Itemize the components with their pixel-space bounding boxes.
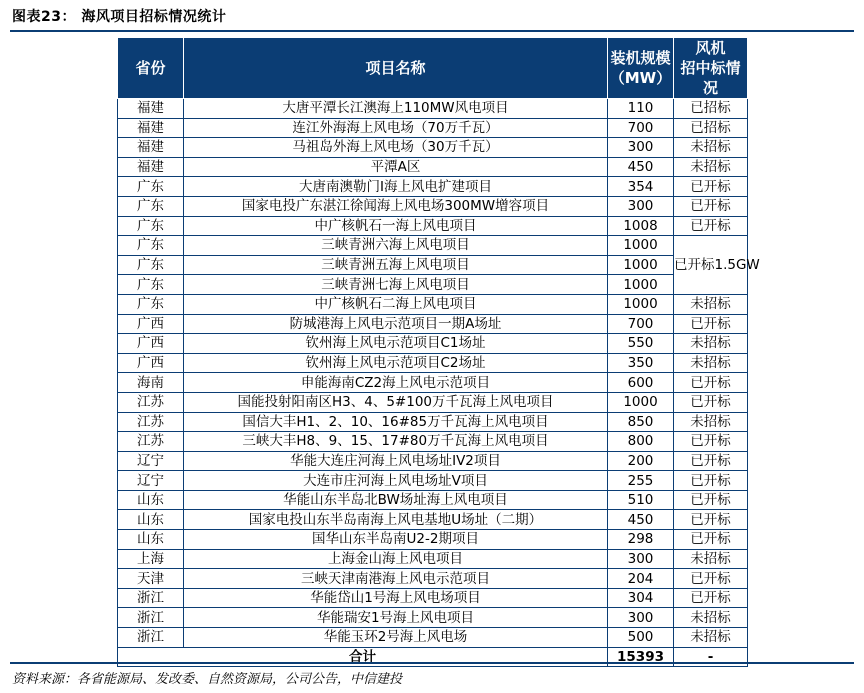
table-row (118, 569, 748, 589)
table-row (118, 177, 748, 197)
table-row (118, 138, 748, 158)
header-status-line1: 风机 (695, 39, 726, 57)
table-row (118, 392, 748, 412)
table-row (118, 353, 748, 373)
cell-project: 国信大丰H1、2、10、16#85万千瓦海上风电项目 (184, 412, 608, 432)
cell-capacity: 1000 (608, 275, 674, 295)
cell-capacity: 450 (608, 510, 674, 530)
cell-province: 广西 (118, 353, 184, 373)
cell-capacity: 300 (608, 196, 674, 216)
cell-capacity: 300 (608, 138, 674, 158)
cell-capacity: 1000 (608, 294, 674, 314)
header-province: 省份 (118, 38, 184, 99)
cell-project: 申能海南CZ2海上风电示范项目 (184, 373, 608, 393)
table-row (118, 530, 748, 550)
cell-project: 国能投射阳南区H3、4、5#100万千瓦海上风电项目 (184, 392, 608, 412)
cell-status: 已开标 (674, 588, 748, 608)
header-project: 项目名称 (184, 38, 608, 99)
cell-capacity: 255 (608, 471, 674, 491)
cell-province: 广东 (118, 275, 184, 295)
table-row (118, 255, 748, 275)
cell-status: 未招标 (674, 294, 748, 314)
table-row (118, 373, 748, 393)
cell-province: 广东 (118, 294, 184, 314)
cell-project: 国家电投山东半岛南海上风电基地U场址（二期） (184, 510, 608, 530)
table-row (118, 216, 748, 236)
cell-project: 平潭A区 (184, 157, 608, 177)
cell-province: 浙江 (118, 628, 184, 648)
cell-province: 广西 (118, 334, 184, 354)
cell-status: 已开标 (674, 177, 748, 197)
table-row (118, 490, 748, 510)
source-divider (10, 662, 854, 664)
cell-status: 已开标 (674, 569, 748, 589)
cell-province: 广东 (118, 255, 184, 275)
header-capacity-line2: （MW） (609, 69, 672, 87)
cell-capacity: 550 (608, 334, 674, 354)
table-row (118, 118, 748, 138)
header-status-line2: 招中标情况 (680, 59, 741, 97)
header-capacity (608, 38, 674, 99)
cell-capacity: 300 (608, 608, 674, 628)
cell-status: 未招标 (674, 334, 748, 354)
table-row (118, 588, 748, 608)
cell-province: 山东 (118, 510, 184, 530)
cell-province: 江苏 (118, 432, 184, 452)
cell-status: 已开标 (674, 196, 748, 216)
cell-province: 福建 (118, 138, 184, 158)
cell-project: 国家电投广东湛江徐闻海上风电场300MW增容项目 (184, 196, 608, 216)
total-label: 合计 (118, 647, 608, 667)
cell-capacity: 700 (608, 314, 674, 334)
cell-province: 江苏 (118, 412, 184, 432)
table-row (118, 608, 748, 628)
offshore-wind-bidding-table (117, 37, 760, 667)
cell-status: 已开标 (674, 216, 748, 236)
table-row (118, 275, 748, 295)
total-capacity: 15393 (608, 647, 674, 667)
cell-status: 未招标 (674, 157, 748, 177)
cell-province: 浙江 (118, 588, 184, 608)
cell-status: 已招标 (674, 118, 748, 138)
table-row (118, 549, 748, 569)
table-row (118, 412, 748, 432)
cell-capacity: 800 (608, 432, 674, 452)
cell-project: 钦州海上风电示范项目C1场址 (184, 334, 608, 354)
cell-province: 天津 (118, 569, 184, 589)
cell-project: 大连市庄河海上风电场址V项目 (184, 471, 608, 491)
cell-project: 华能大连庄河海上风电场址IV2项目 (184, 451, 608, 471)
cell-province: 上海 (118, 549, 184, 569)
header-capacity-line1: 装机规模 (610, 49, 671, 67)
source-note: 资料来源：各省能源局、发改委、自然资源局，公司公告，中信建投 (12, 672, 403, 687)
cell-status: 已开标 (674, 392, 748, 412)
cell-province: 海南 (118, 373, 184, 393)
cell-capacity: 500 (608, 628, 674, 648)
cell-status: 未招标 (674, 353, 748, 373)
cell-status: 已开标 (674, 314, 748, 334)
table-row (118, 99, 748, 119)
figure-title: 图表23： 海风项目招标情况统计 (12, 9, 227, 25)
cell-status: 已开标 (674, 510, 748, 530)
cell-capacity: 354 (608, 177, 674, 197)
cell-project: 三峡大丰H8、9、15、17#80万千瓦海上风电项目 (184, 432, 608, 452)
cell-capacity: 200 (608, 451, 674, 471)
cell-status: 已开标 (674, 373, 748, 393)
cell-project: 华能瑞安1号海上风电项目 (184, 608, 608, 628)
cell-province: 广东 (118, 216, 184, 236)
table-header-row (118, 38, 748, 99)
cell-province: 福建 (118, 157, 184, 177)
cell-province: 辽宁 (118, 471, 184, 491)
header-status (674, 38, 748, 99)
cell-project: 连江外海海上风电场（70万千瓦） (184, 118, 608, 138)
cell-capacity: 1000 (608, 255, 674, 275)
cell-province: 广东 (118, 177, 184, 197)
cell-project: 三峡天津南港海上风电示范项目 (184, 569, 608, 589)
table-row (118, 510, 748, 530)
table-row (118, 334, 748, 354)
cell-status: 未招标 (674, 608, 748, 628)
cell-status: 已开标 (674, 451, 748, 471)
table-row (118, 196, 748, 216)
cell-status: 未招标 (674, 628, 748, 648)
cell-province: 辽宁 (118, 451, 184, 471)
table-row (118, 451, 748, 471)
cell-project: 大唐南澳勒门I海上风电扩建项目 (184, 177, 608, 197)
cell-project: 华能岱山1号海上风电场项目 (184, 588, 608, 608)
cell-capacity: 1008 (608, 216, 674, 236)
cell-status: 已开标 (674, 530, 748, 550)
cell-province: 江苏 (118, 392, 184, 412)
table-row (118, 236, 748, 256)
cell-capacity: 600 (608, 373, 674, 393)
cell-capacity: 1000 (608, 236, 674, 256)
cell-province: 广东 (118, 196, 184, 216)
table-row (118, 628, 748, 648)
cell-province: 山东 (118, 530, 184, 550)
cell-status: 已开标 (674, 490, 748, 510)
cell-project: 中广核帆石二海上风电项目 (184, 294, 608, 314)
cell-capacity: 1000 (608, 392, 674, 412)
cell-capacity: 204 (608, 569, 674, 589)
cell-province: 浙江 (118, 608, 184, 628)
cell-project: 防城港海上风电示范项目一期A场址 (184, 314, 608, 334)
cell-status: 已开标1.5GW (674, 236, 748, 295)
cell-province: 广东 (118, 236, 184, 256)
total-status: - (674, 647, 748, 667)
cell-status: 已开标 (674, 471, 748, 491)
cell-project: 三峡青洲五海上风电项目 (184, 255, 608, 275)
cell-capacity: 510 (608, 490, 674, 510)
cell-project: 钦州海上风电示范项目C2场址 (184, 353, 608, 373)
cell-status: 已招标 (674, 99, 748, 119)
cell-province: 山东 (118, 490, 184, 510)
cell-project: 大唐平潭长江澳海上110MW风电项目 (184, 99, 608, 119)
cell-capacity: 850 (608, 412, 674, 432)
cell-capacity: 304 (608, 588, 674, 608)
table-row (118, 314, 748, 334)
cell-project: 华能玉环2号海上风电场 (184, 628, 608, 648)
cell-project: 马祖岛外海上风电场（30万千瓦） (184, 138, 608, 158)
cell-capacity: 110 (608, 99, 674, 119)
cell-capacity: 450 (608, 157, 674, 177)
table-row (118, 432, 748, 452)
cell-capacity: 298 (608, 530, 674, 550)
cell-project: 上海金山海上风电项目 (184, 549, 608, 569)
cell-status: 已开标 (674, 432, 748, 452)
cell-capacity: 350 (608, 353, 674, 373)
cell-province: 福建 (118, 99, 184, 119)
cell-province: 福建 (118, 118, 184, 138)
cell-status: 未招标 (674, 138, 748, 158)
table-row (118, 294, 748, 314)
cell-project: 华能山东半岛北BW场址海上风电项目 (184, 490, 608, 510)
cell-project: 国华山东半岛南U2-2期项目 (184, 530, 608, 550)
title-divider (10, 30, 854, 32)
cell-status: 未招标 (674, 412, 748, 432)
cell-project: 中广核帆石一海上风电项目 (184, 216, 608, 236)
cell-status: 未招标 (674, 549, 748, 569)
cell-project: 三峡青洲七海上风电项目 (184, 275, 608, 295)
table-row (118, 471, 748, 491)
cell-capacity: 700 (608, 118, 674, 138)
cell-project: 三峡青洲六海上风电项目 (184, 236, 608, 256)
table-row (118, 157, 748, 177)
cell-capacity: 300 (608, 549, 674, 569)
cell-province: 广西 (118, 314, 184, 334)
